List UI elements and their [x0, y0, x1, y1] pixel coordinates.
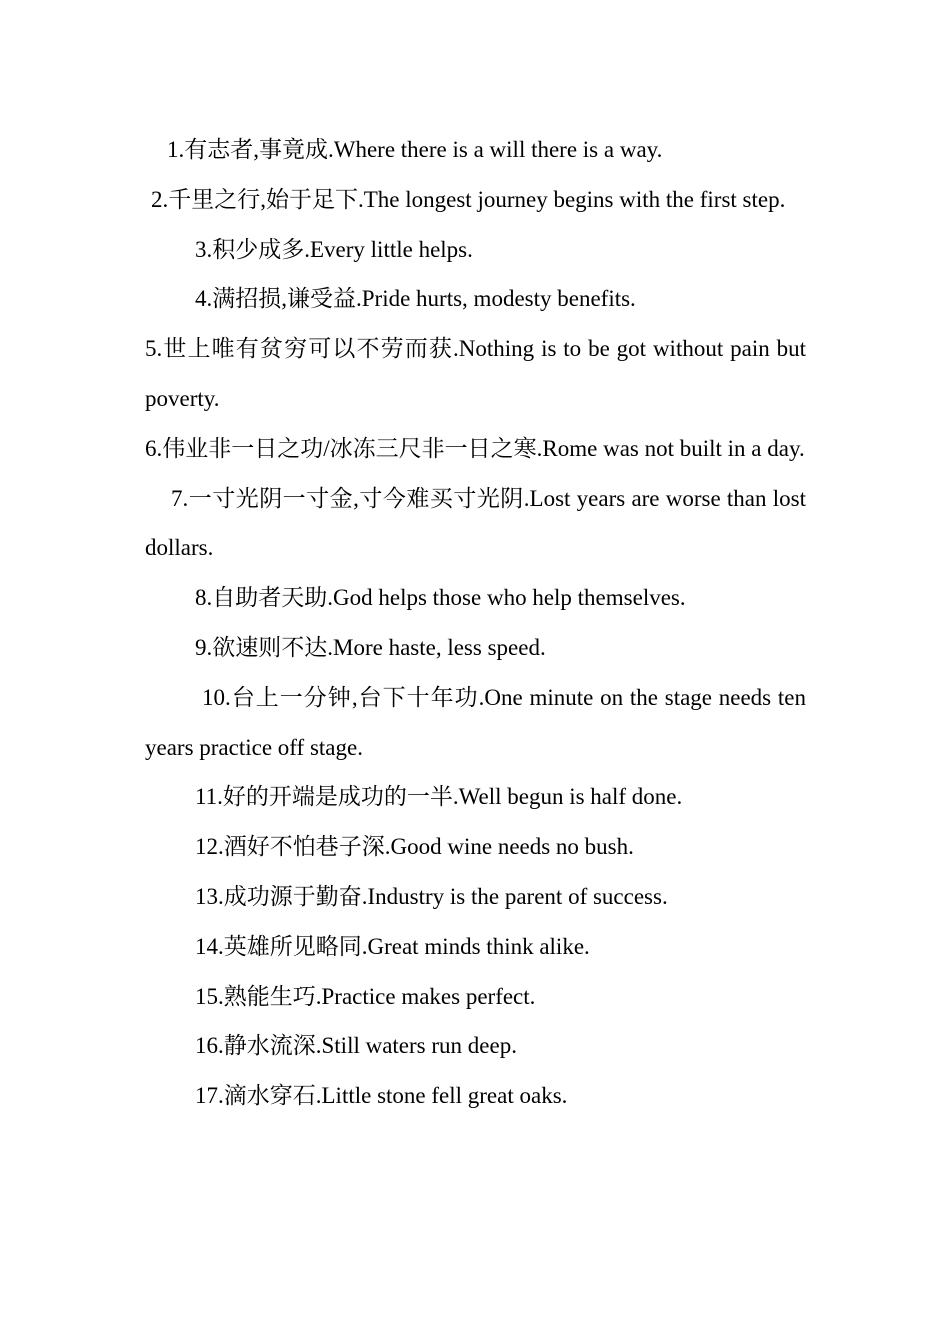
proverb-item: 2.千里之行,始于足下.The longest journey begins with the first step. [151, 186, 786, 212]
proverb-item: 8.自助者天助.God helps those who help themselves. [195, 585, 686, 611]
proverb-item: 12.酒好不怕巷子深.Good wine needs no bush. [195, 834, 634, 860]
proverb-item: 14.英雄所见略同.Great minds think alike. [195, 933, 590, 959]
proverb-item: 1.有志者,事竟成.Where there is a will there is a way. [167, 137, 663, 162]
proverb-item: 11.好的开端是成功的一半.Well begun is half done. [195, 784, 683, 810]
proverb-item: 17.滴水穿石.Little stone fell great oaks. [195, 1083, 568, 1109]
proverb-list [145, 125, 806, 1121]
proverb-item: 10.台上一分钟,台下十年功.One minute on the stage needs ten years practice off stage. [145, 684, 806, 760]
proverb-item: 4.满招损,谦受益.Pride hurts, modesty benefits. [195, 286, 636, 312]
proverb-item: 7.一寸光阴一寸金,寸今难买寸光阴.Lost years are worse than lost dollars. [145, 485, 806, 561]
proverb-item: 16.静水流深.Still waters run deep. [195, 1033, 517, 1059]
proverb-item: 6.伟业非一日之功/冰冻三尺非一日之寒.Rome was not built in a day. [145, 435, 805, 461]
proverb-item: 13.成功源于勤奋.Industry is the parent of success. [195, 883, 668, 909]
proverb-item: 3.积少成多.Every little helps. [195, 236, 473, 262]
proverb-item: 5.世上唯有贫穷可以不劳而获.Nothing is to be got without pain but poverty. [145, 336, 806, 411]
proverb-item: 9.欲速则不达.More haste, less speed. [195, 634, 546, 660]
proverb-item: 15.熟能生巧.Practice makes perfect. [195, 983, 536, 1009]
